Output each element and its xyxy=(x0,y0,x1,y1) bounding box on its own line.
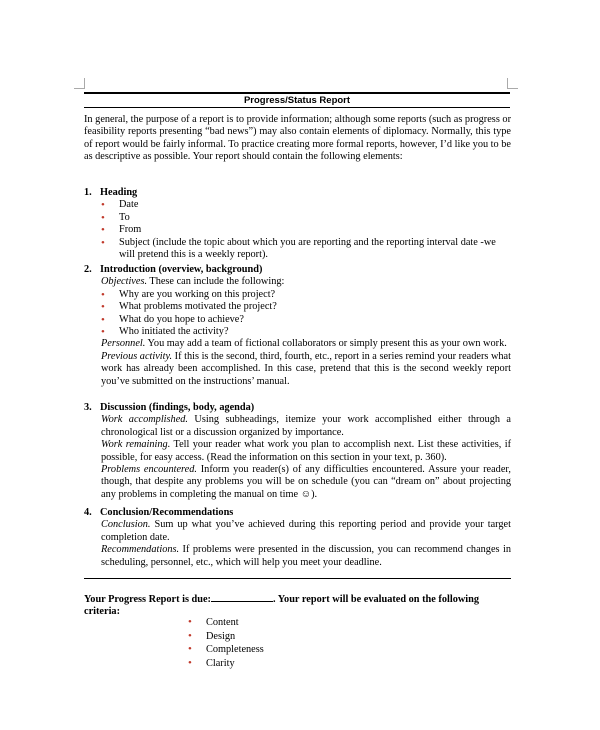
due-date-blank xyxy=(211,592,273,602)
list-item: • To xyxy=(84,212,511,224)
divider xyxy=(84,578,511,579)
list-item: • Clarity xyxy=(184,657,264,671)
problems-paragraph: Problems encountered. Inform you reader(s) of any difficulties encountered. Assure your reader, though, that despite any problems you will be on schedule (you can “dream on” about projecting any problems in completing the manual on time ☺). xyxy=(101,464,511,500)
list-item: • What problems motivated the project? xyxy=(84,301,511,313)
criteria-list xyxy=(184,616,264,670)
section-title: 3. Discussion (findings, body, agenda) xyxy=(84,402,255,413)
due-date-line: Your Progress Report is due: . Your report will be evaluated on the following criteria: xyxy=(84,594,480,618)
section-title: 1. Heading xyxy=(84,187,138,198)
objectives-line: Objectives. These can include the following: xyxy=(101,276,285,288)
previous-activity-paragraph: Previous activity. If this is the second, third, fourth, etc., report in a series remind your readers what work has already been accomplished. In this case, pretend that this is the second weekly report you’ve submitted on the instructions’ manual. xyxy=(101,350,511,387)
recommendations-paragraph: Recommendations. If problems were presented in the discussion, you can recommend changes in scheduling, personnel, etc., which will help you meet your deadline. xyxy=(101,544,511,568)
list-item: • Content xyxy=(184,616,264,630)
conclusion-paragraph: Conclusion. Sum up what you’ve achieved during this reporting period and provide your target completion date. xyxy=(101,519,511,543)
section-introduction xyxy=(84,264,511,388)
objectives-bullet-list xyxy=(84,289,511,339)
section-heading xyxy=(84,187,511,261)
intro-text: In general, the purpose of a report is to provide information; although some reports (such as progress or feasibility reports presenting “bad news”) may also contain elements of diplomacy. Normally, this type of report would be fairly informal. To practice creating more formal reports, however, I’d like you to be as descriptive as possible. Your report should contain the following elements: xyxy=(84,114,511,163)
list-item: • Completeness xyxy=(184,643,264,657)
list-item: • Why are you working on this project? xyxy=(84,289,511,301)
intro-paragraph xyxy=(84,114,511,164)
list-item: • Design xyxy=(184,630,264,644)
section-title: 2. Introduction (overview, background) xyxy=(84,264,263,275)
list-item: • Subject (include the topic about which you are reporting and the reporting interval date -we will pretend this is a weekly report). xyxy=(84,237,511,262)
work-accomplished-paragraph: Work accomplished. Using subheadings, itemize your work accomplished either through a chronological list or a discussion organized by importance. xyxy=(101,414,512,438)
work-remaining-paragraph: Work remaining. Tell your reader what work you plan to accomplish next. List these activities, if possible, for easy access. (Read the information on this section in your text, p. 360). xyxy=(101,439,512,463)
list-item: • Date xyxy=(84,199,511,211)
heading-bullet-list xyxy=(84,199,511,261)
section-discussion xyxy=(84,402,511,501)
list-item: • Who initiated the activity? xyxy=(84,326,511,338)
margin-corner-mark xyxy=(507,78,518,89)
personnel-paragraph: Personnel. You may add a team of fictional collaborators or simply present this as your own work. xyxy=(101,338,507,350)
section-title: 4. Conclusion/Recommendations xyxy=(84,507,234,518)
list-item: • What do you hope to achieve? xyxy=(84,314,511,326)
section-conclusion xyxy=(84,507,511,569)
list-item: • From xyxy=(84,224,511,236)
document-title: Progress/Status Report xyxy=(84,92,510,108)
margin-corner-mark xyxy=(74,78,85,89)
